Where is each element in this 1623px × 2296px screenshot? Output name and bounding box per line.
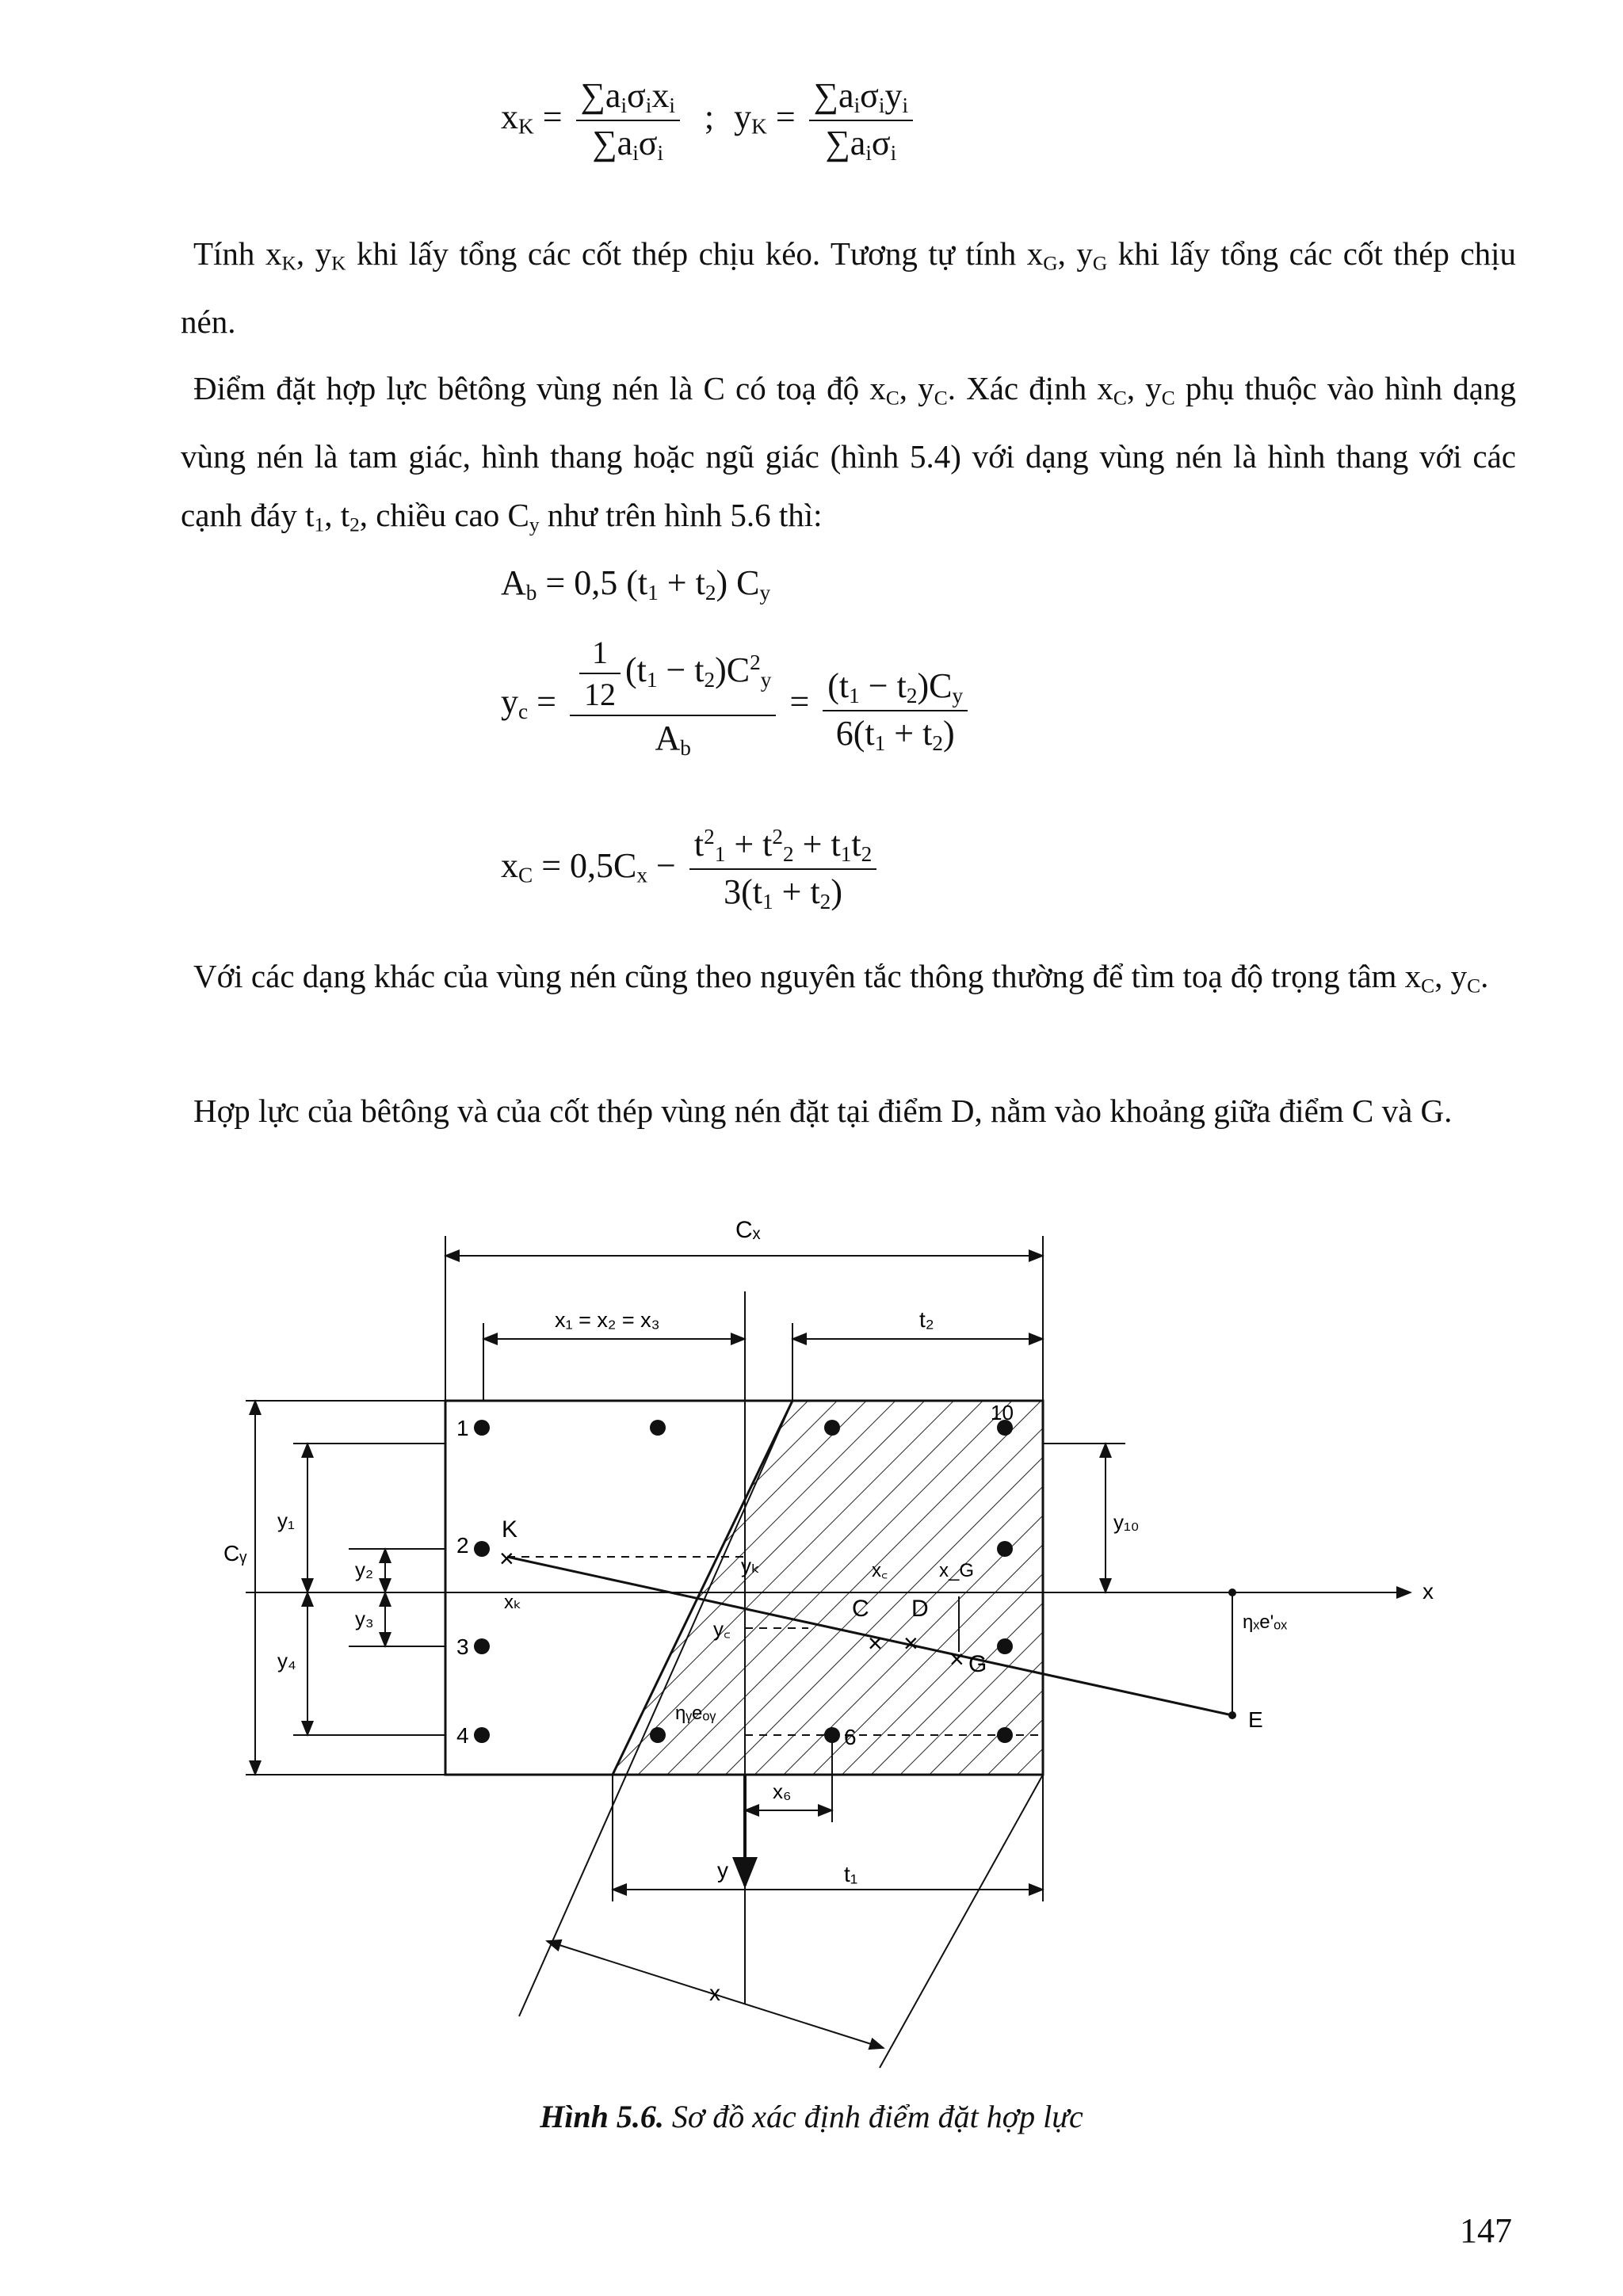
label-x-axis: x: [1423, 1579, 1434, 1604]
text-sub: G: [1092, 252, 1108, 275]
text-run: Với các dạng khác của vùng nén cũng theo nguyên tắc thông thường để tìm toạ độ trọng tâm x: [193, 958, 1422, 994]
text-run: , y: [296, 235, 332, 272]
formula-part: 12: [583, 677, 616, 712]
paragraph-3: [181, 947, 1516, 1015]
mark-G: ×: [949, 1645, 964, 1673]
formula-sub: 1: [874, 730, 886, 755]
formula-sub: C: [518, 863, 533, 887]
text-sub: C: [885, 387, 899, 410]
label-bar-3: 3: [456, 1634, 469, 1659]
text-sub: C: [1161, 387, 1175, 410]
fraction-yc-2: [823, 666, 968, 756]
bar-3: [474, 1638, 490, 1654]
bar-6: [824, 1727, 840, 1743]
label-x123: x₁ = x₂ = x₃: [555, 1308, 660, 1332]
formula-xk-yk: $x_K$ = $\frac{\sum a_i\sigma_ix_i}{\sum a_i\sigma_i}$ ; $y_K$ = $\frac{\sum a_i\sigma_iy_i}{\sum a_i\sigma_i}$: [501, 75, 918, 166]
formula-part: + t: [725, 825, 773, 864]
formula-part: ∑a: [825, 123, 866, 162]
label-bar-2: 2: [456, 1533, 469, 1558]
formula-sub: b: [680, 735, 691, 760]
formula-sub: i: [890, 140, 897, 165]
formula-sub: i: [854, 93, 861, 117]
formula-part: t: [851, 825, 861, 864]
text-sub: K: [331, 252, 346, 275]
formula-sub: 2: [861, 841, 873, 866]
bar-2: [474, 1541, 490, 1557]
label-E: E: [1248, 1707, 1263, 1732]
formula-sub: i: [669, 93, 675, 117]
formula-part: ∑a: [580, 76, 621, 115]
formula-sub: y: [759, 580, 771, 605]
bar-bottom-left: [650, 1727, 666, 1743]
label-t1: t₁: [844, 1862, 858, 1886]
text-sub: K: [281, 252, 296, 275]
point-axis-end: [1228, 1589, 1236, 1596]
formula-part: + t: [658, 563, 705, 602]
text-sub: C: [1421, 974, 1435, 997]
label-G: G: [968, 1651, 987, 1677]
formula-part: −: [647, 845, 685, 885]
text-run: , y: [1126, 370, 1162, 406]
text-run: khi lấy tổng các cốt thép chịu nén.: [181, 235, 1517, 341]
formula-part: ∑a: [592, 123, 633, 162]
formula-var: x: [501, 97, 518, 136]
label-y3: y₃: [355, 1607, 374, 1630]
caption-text: Sơ đồ xác định điểm đặt hợp lực: [663, 2099, 1083, 2134]
formula-part: (t: [827, 666, 850, 705]
mark-K: ×: [499, 1544, 514, 1573]
formula-sub: 2: [783, 841, 794, 866]
bar-4: [474, 1727, 490, 1743]
formula-sub: 2: [704, 667, 716, 692]
formula-part: 3(t: [724, 871, 762, 911]
mark-D: ×: [903, 1629, 918, 1657]
label-eta-x: ηₓe'ₒₓ: [1243, 1611, 1288, 1633]
label-t2: t₂: [919, 1307, 934, 1332]
label-cx: Cₓ: [735, 1217, 761, 1243]
label-xk: xₖ: [504, 1592, 522, 1613]
formula-sub: 1: [714, 841, 726, 866]
label-bar-6: 6: [844, 1725, 857, 1749]
formula-part: − t: [657, 650, 705, 690]
label-y4: y₄: [277, 1649, 296, 1672]
formula-part: ) C: [716, 563, 760, 602]
formula-sub: i: [632, 140, 639, 165]
label-eta-y: ηᵧeₒᵧ: [675, 1703, 716, 1724]
text-sub: 2: [349, 513, 360, 536]
formula-part: − t: [859, 666, 907, 705]
formula-part: A: [655, 719, 681, 757]
formula-yc: [501, 634, 972, 761]
text-run: , y: [1434, 958, 1468, 994]
formula-sub: i: [645, 93, 652, 117]
formula-sub: i: [657, 140, 664, 165]
label-cy: Cᵧ: [223, 1541, 247, 1566]
label-y-axis: y: [717, 1858, 728, 1882]
formula-part: + t: [793, 825, 841, 864]
bar-right-2: [997, 1541, 1013, 1557]
label-yk: yₖ: [741, 1554, 761, 1577]
label-bar-10: 10: [991, 1401, 1014, 1425]
text-sub: C: [1113, 387, 1127, 410]
label-depth-x: x: [709, 1981, 720, 2005]
formula-part: A: [501, 563, 526, 602]
label-x6: x₆: [773, 1779, 792, 1803]
formula-sub: 1: [646, 667, 658, 692]
formula-part: σ: [871, 123, 891, 162]
formula-part: σ: [638, 123, 658, 162]
formula-sub: y: [952, 683, 964, 707]
mark-C: ×: [868, 1629, 883, 1657]
text-sub: C: [934, 387, 948, 410]
formula-part: x: [651, 76, 670, 115]
formula-sub: K: [518, 114, 534, 139]
formula-part: t: [693, 825, 705, 864]
text-run: , y: [899, 370, 934, 406]
text-run: .: [1480, 958, 1489, 994]
formula-sub: 2: [705, 580, 716, 605]
fraction-yk: [809, 75, 913, 166]
formula-sub: K: [751, 114, 767, 139]
figure-diagram: [0, 1188, 1623, 2092]
label-C: C: [852, 1596, 869, 1622]
text-sub: 1: [314, 513, 325, 536]
text-run: Tính x: [193, 235, 282, 272]
text-run: , chiều cao C: [359, 497, 529, 534]
text-run: khi lấy tổng các cốt thép chịu kéo. Tương tự tính x: [346, 235, 1044, 272]
label-y10: y₁₀: [1113, 1510, 1140, 1534]
formula-part: ): [942, 713, 955, 753]
bar-bottom-right: [997, 1727, 1013, 1743]
label-yc: y꜀: [713, 1617, 731, 1641]
formula-xc: [501, 824, 881, 914]
label-xc: x꜀: [872, 1560, 888, 1581]
formula-sup: 2: [704, 825, 715, 849]
formula-part: = 0,5C: [533, 845, 637, 885]
bar-right-3: [997, 1638, 1013, 1654]
formula-part: y: [501, 682, 518, 721]
fraction-xk: [576, 75, 680, 166]
page-number: 147: [1460, 2211, 1512, 2250]
formula-part: = 0,5 (t: [537, 563, 648, 602]
formula-part: )C: [917, 666, 953, 705]
label-bar-1: 1: [456, 1416, 469, 1440]
formula-sub: y: [760, 667, 772, 692]
formula-sub: x: [636, 863, 647, 887]
formula-sub: 1: [647, 580, 659, 605]
figure-caption: [0, 2098, 1623, 2135]
formula-sub: 2: [932, 730, 943, 755]
text-run: . Xác định x: [947, 370, 1113, 406]
point-E: [1228, 1711, 1236, 1719]
formula-part: σ: [627, 76, 646, 115]
label-K: K: [502, 1516, 518, 1543]
bar-top-mid: [650, 1420, 666, 1436]
formula-part: + t: [885, 713, 933, 753]
caption-label: Hình 5.6.: [540, 2099, 664, 2134]
formula-sub: i: [878, 93, 885, 117]
label-D: D: [911, 1596, 929, 1622]
formula-sub: 2: [819, 889, 831, 913]
bar-top-right-1: [824, 1420, 840, 1436]
formula-sub: 1: [849, 683, 860, 707]
formula-part: ∑a: [813, 76, 854, 115]
fraction-xc: [689, 824, 876, 914]
text-run: như trên hình 5.6 thì:: [539, 497, 823, 534]
formula-var: y: [734, 97, 752, 136]
formula-part: )C: [715, 650, 750, 690]
text-run: , y: [1057, 235, 1093, 272]
formula-part: σ: [860, 76, 879, 115]
formula-sub: 1: [840, 841, 852, 866]
text-sub: C: [1467, 974, 1481, 997]
formula-part: 6(t: [835, 713, 875, 753]
fraction-yc-1: [570, 634, 777, 761]
formula-sub: i: [621, 93, 628, 117]
paragraph-4: Hợp lực của bêtông và của cốt thép vùng nén đặt tại điểm D, nằm vào khoảng giữa điểm C và G.: [193, 1093, 1453, 1129]
label-bar-4: 4: [456, 1723, 469, 1748]
formula-sub: i: [865, 140, 872, 165]
formula-part: y: [884, 76, 903, 115]
formula-separator: ;: [704, 97, 715, 136]
text-run: Điểm đặt hợp lực bêtông vùng nén là C có toạ độ x: [193, 370, 886, 406]
fraction-one-twelfth: [579, 634, 621, 713]
formula-sup: 2: [772, 825, 784, 849]
formula-part: x: [501, 845, 518, 885]
paragraph-1: [181, 224, 1516, 351]
formula-sub: 1: [762, 889, 773, 913]
formula-equals: =: [537, 682, 556, 721]
formula-sub: i: [902, 93, 909, 117]
formula-equals: =: [789, 682, 810, 721]
paragraph-2: [181, 359, 1516, 555]
formula-part: + t: [773, 871, 820, 911]
label-y2: y₂: [355, 1558, 374, 1581]
formula-sup: 2: [750, 650, 761, 675]
formula-ab: [501, 563, 770, 605]
label-y1: y₁: [277, 1508, 295, 1532]
bar-1: [474, 1420, 490, 1436]
formula-sub: c: [518, 699, 529, 723]
text-sub: y: [529, 513, 540, 536]
formula-part: ): [831, 871, 842, 911]
text-run: , t: [324, 497, 350, 534]
formula-sub: 2: [906, 683, 918, 707]
formula-sub: b: [525, 580, 537, 605]
text-sub: G: [1043, 252, 1058, 275]
formula-part: (t: [624, 650, 647, 690]
formula-part: 1: [579, 634, 621, 674]
label-xg: x_G: [939, 1560, 975, 1581]
text-run: phụ thuộc vào hình dạng vùng nén là tam giác, hình thang hoặc ngũ giác (hình 5.4) với dạng vùng nén là hình thang với các cạnh đáy t: [181, 370, 1516, 534]
